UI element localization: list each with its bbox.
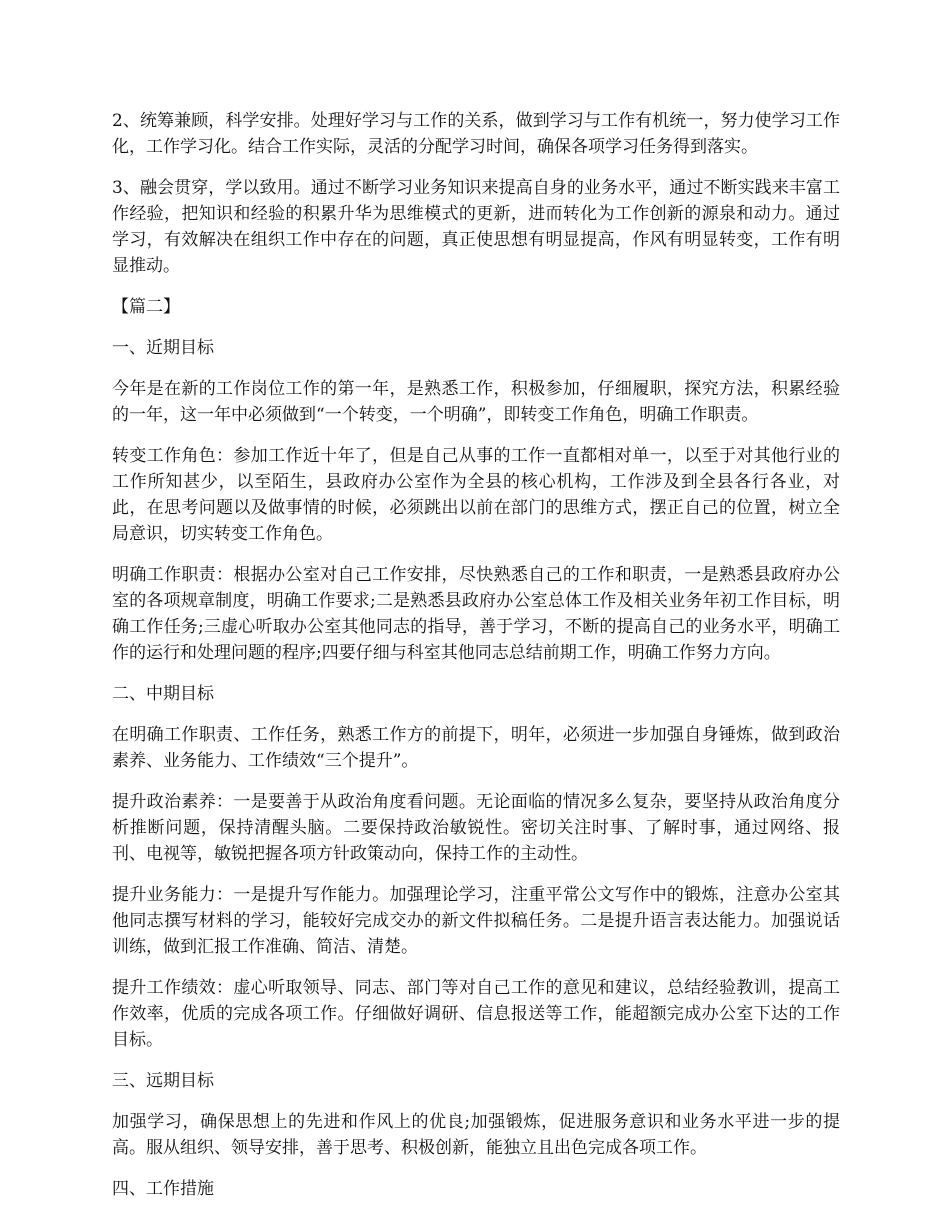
paragraph-clarify-duties: 明确工作职责：根据办公室对自己工作安排，尽快熟悉自己的工作和职责，一是熟悉县政府办公室的各项规章制度，明确工作要求;二是熟悉县政府办公室总体工作及相关业务年初工作目标，明确工作任务;三虚心听取办公室其他同志的指导，善于学习，不断的提高自己的业务水平，明确工作的运行和处理问题的程序;四要仔细与科室其他同志总结前期工作，明确工作努力方向。 [112,565,840,663]
document-page [112,108,840,1217]
paragraph-political-literacy: 提升政治素养：一是要善于从政治角度看问题。无论面临的情况多么复杂，要坚持从政治角度分析推断问题，保持清醒头脑。二要保持政治敏锐性。密切关注时事、了解时事，通过网络、报刊、电视等，敏锐把握各项方针政策动向，保持工作的主动性。 [112,792,840,864]
paragraph-coordination: 2、统筹兼顾，科学安排。处理好学习与工作的关系，做到学习与工作有机统一，努力使学习工作化，工作学习化。结合工作实际，灵活的分配学习时间，确保各项学习任务得到落实。 [112,111,840,157]
paragraph-change-role: 转变工作角色：参加工作近十年了，但是自己从事的工作一直都相对单一，以至于对其他行业的工作所知甚少，以至陌生，县政府办公室作为全县的核心机构，工作涉及到全县各行各业，对此，在思考问题以及做事情的时候，必须跳出以前在部门的思维方式，摆正自己的位置，树立全局意识，切实转变工作角色。 [112,446,840,544]
heading-long-term-goals: 三、远期目标 [112,1071,214,1091]
paragraph-first-year: 今年是在新的工作岗位工作的第一年，是熟悉工作，积极参加，仔细履职，探究方法，积累经验的一年，这一年中必须做到“一个转变，一个明确”，即转变工作角色，明确工作职责。 [112,379,840,425]
paragraph-strengthen-learning: 加强学习，确保思想上的先进和作风上的优良;加强锻炼，促进服务意识和业务水平进一步的提高。服从组织、领导安排，善于思考、积极创新，能独立且出色完成各项工作。 [112,1112,840,1158]
paragraph-application: 3、融会贯穿，学以致用。通过不断学习业务知识来提高自身的业务水平，通过不断实践来丰富工作经验，把知识和经验的积累升华为思维模式的更新，进而转化为工作创新的源泉和动力。通过学习，有效解决在组织工作中存在的问题，真正使思想有明显提高，作风有明显转变，工作有明显推动。 [112,178,840,276]
heading-mid-term-goals: 二、中期目标 [112,684,214,704]
heading-work-measures: 四、工作措施 [112,1179,214,1199]
paragraph-business-ability: 提升业务能力：一是提升写作能力。加强理论学习，注重平常公文写作中的锻炼，注意办公室其他同志撰写材料的学习，能较好完成交办的新文件拟稿任务。二是提升语言表达能力。加强说话训练，做到汇报工作准确、简洁、清楚。 [112,885,840,957]
section-title-part-two: 【篇二】 [112,297,180,317]
heading-short-term-goals: 一、近期目标 [112,338,214,358]
paragraph-three-improvements: 在明确工作职责、工作任务，熟悉工作方的前提下，明年，必须进一步加强自身锤炼，做到政治素养、业务能力、工作绩效“三个提升”。 [112,725,840,771]
paragraph-work-performance: 提升工作绩效：虚心听取领导、同志、部门等对自己工作的意见和建议，总结经验教训，提高工作效率，优质的完成各项工作。仔细做好调研、信息报送等工作，能超额完成办公室下达的工作目标。 [112,978,840,1050]
